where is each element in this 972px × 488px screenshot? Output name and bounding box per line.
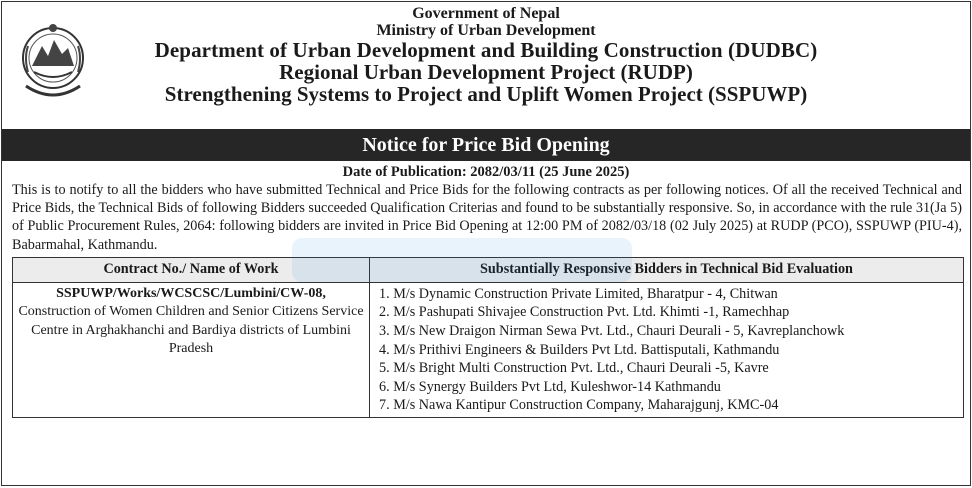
list-item: 3. M/s New Draigon Nirman Sewa Pvt. Ltd., Chauri Deurali - 5, Kavreplanchowk [379, 322, 845, 339]
notice-page [1, 1, 971, 486]
header-department: Department of Urban Development and Building Construction (DUDBC) [154, 38, 818, 62]
header-project: Regional Urban Development Project (RUDP) [279, 60, 693, 84]
notice-header [2, 2, 970, 127]
header-subproject: Strengthening Systems to Project and Uplift Women Project (SSPUWP) [164, 82, 808, 106]
nepal-government-emblem-icon [18, 16, 88, 108]
header-responsive-bidders: Substantially Responsive Bidders in Technical Bid Evaluation [370, 257, 964, 282]
list-item: 2. M/s Pashupati Shivajee Construction Pvt. Ltd. Khimti -1, Ramechhap [379, 304, 790, 321]
table-row [13, 282, 964, 417]
list-item: 4. M/s Prithivi Engineers & Builders Pvt Ltd. Battisputali, Kathmandu [379, 341, 780, 358]
notice-body: This is to notify to all the bidders who have submitted Technical and Price Bids for the following contracts as per following notices. Of all the received Technical and Price Bids, the Technical Bids of following Bidders succeeded Qualification Criterias and found to be substantially responsive. So, in accordance with the rule 31(Ja 5) of Public Procurement Rules, 2064: following bidders are invited in Price Bid Opening at 12:00 PM of 2082/03/18 (02 July 2025) at RUDP (PCO), SSPUWP (PIU-4), Babarmahal, Kathmandu. [12, 181, 962, 253]
work-name: Construction of Women Children and Senior Citizens Service Centre in Arghakhanchi and Bardiya districts of Lumbini Pradesh [18, 304, 364, 357]
contract-cell [13, 282, 370, 417]
list-item: 1. M/s Dynamic Construction Private Limited, Bharatpur - 4, Chitwan [379, 285, 778, 302]
contract-number: SSPUWP/Works/WCSCSC/Lumbini/CW-08, [56, 285, 326, 301]
header-government: Government of Nepal [412, 5, 560, 22]
bidders-cell [370, 282, 964, 417]
publication-date: Date of Publication: 2082/03/11 (25 June 2025) [342, 164, 630, 180]
notice-title-banner: Notice for Price Bid Opening [2, 129, 970, 161]
list-item: 7. M/s Nawa Kantipur Construction Company, Maharajgunj, KMC-04 [379, 397, 779, 414]
bidders-table [12, 257, 964, 418]
list-item: 5. M/s Bright Multi Construction Pvt. Ltd., Chauri Deurali -5, Kavre [379, 360, 769, 377]
header-contract-work: Contract No./ Name of Work [13, 257, 370, 282]
table-header-row [13, 257, 964, 282]
bidder-list [373, 285, 960, 415]
list-item: 6. M/s Synergy Builders Pvt Ltd, Kuleshwor-14 Kathmandu [379, 378, 721, 395]
header-ministry: Ministry of Urban Development [376, 22, 596, 39]
